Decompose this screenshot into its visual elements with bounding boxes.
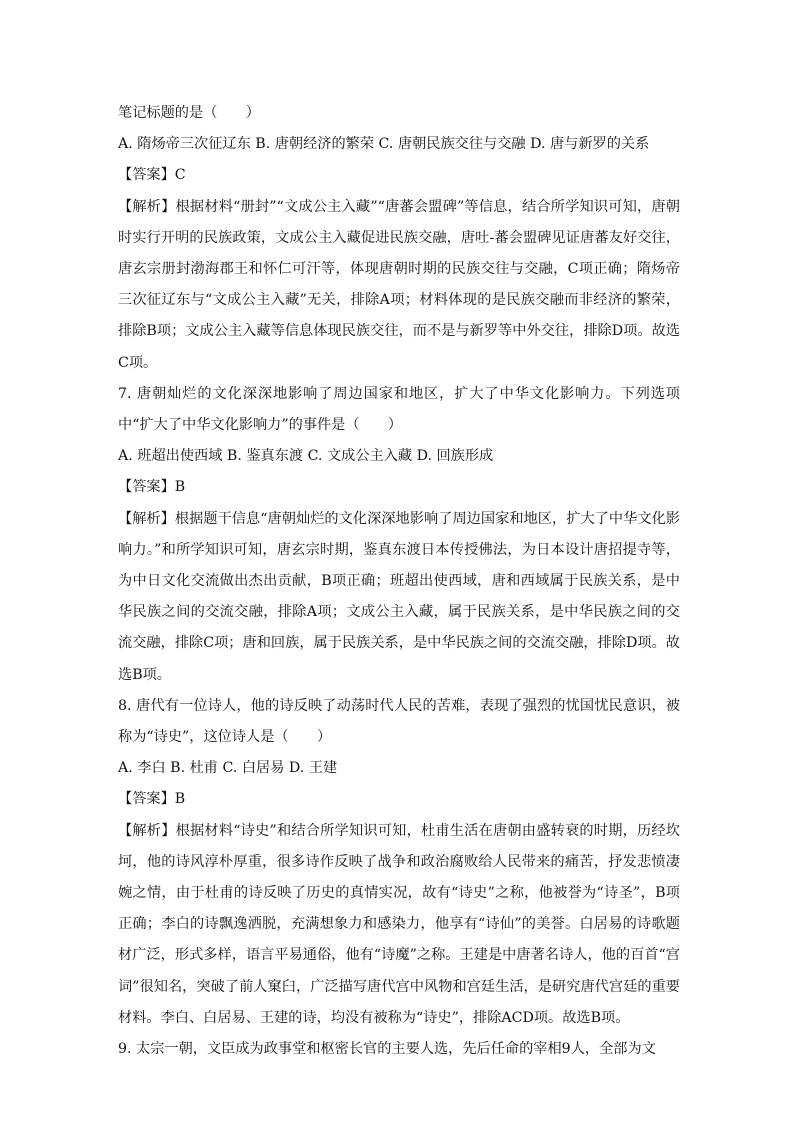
q7-options: A. 班超出使西域 B. 鉴真东渡 C. 文成公主入藏 D. 回族形成 [118,448,494,465]
q7-answer: 【答案】B [118,479,186,496]
q8-answer: 【答案】B [118,791,186,808]
q7-analysis: 【解析】根据题干信息“唐朝灿烂的文化深深地影响了周边国家和地区，扩大了中华文化影响力。”和所学知识可知，唐玄宗时期，鉴真东渡日本传授佛法，为日本设计唐招提寺等，为中日文化交流做出杰出贡献，B项正确；班超出使西域，唐和西域属于民族关系，是中华民族之间的交流交融，排除A项；文成公主入藏，属于民族关系，是中华民族之间的交流交融，排除C项；唐和回族，属于民族关系，是中华民族之间的交流交融，排除D项。故选B项。 [118,510,680,683]
q8-analysis: 【解析】根据材料“诗史”和结合所学知识可知，杜甫生活在唐朝由盛转衰的时期，历经坎坷，他的诗风淳朴厚重，很多诗作反映了战争和政治腐败给人民带来的痛苦，抒发悲愤凄婉之情，由于杜甫的诗反映了历史的真情实况，故有“诗史”之称，他被誉为“诗圣”，B项正确；李白的诗飘逸洒脱，充满想象力和感染力，他享有“诗仙”的美誉。白居易的诗歌题材广泛，形式多样，语言平易通俗，他有“诗魔”之称。王建是中唐著名诗人，他的百首“宫词”很知名，突破了前人窠臼，广泛描写唐代宫中风物和宫廷生活，是研究唐代宫廷的重要材料。李白、白居易、王建的诗，均没有被称为“诗史”，排除ACD项。故选B项。 [118,822,680,1026]
document-page [118,98,680,1065]
q8-options: A. 李白 B. 杜甫 C. 白居易 D. 王建 [118,760,338,777]
q8-stem: 8. 唐代有一位诗人，他的诗反映了动荡时代人民的苦难，表现了强烈的忧国忧民意识，被称为“诗史”，这位诗人是（ ） [118,697,680,745]
q9-stem-head: 9. 太宗一朝，文臣成为政事堂和枢密长官的主要人选，先后任命的宰相9人，全部为文 [118,1040,656,1057]
q6-analysis: 【解析】根据材料“册封”“文成公主入藏”“唐蕃会盟碑”等信息，结合所学知识可知，唐朝时实行开明的民族政策，文成公主入藏促进民族交融，唐吐-蕃会盟碑见证唐蕃友好交往，唐玄宗册封渤海郡王和怀仁可汗等，体现唐朝时期的民族交往与交融，C项正确；隋炀帝三次征辽东与“文成公主入藏”无关，排除A项；材料体现的是民族交融而非经济的繁荣，排除B项；文成公主入藏等信息体现民族交往，而不是与新罗等中外交往，排除D项。故选C项。 [118,198,680,371]
q6-answer: 【答案】C [118,167,186,184]
q6-options: A. 隋炀帝三次征辽东 B. 唐朝经济的繁荣 C. 唐朝民族交往与交融 D. 唐与新罗的关系 [118,136,650,153]
q7-stem: 7. 唐朝灿烂的文化深深地影响了周边国家和地区，扩大了中华文化影响力。下列选项中“扩大了中华文化影响力”的事件是（ ） [118,385,680,433]
q6-stem-tail: 笔记标题的是（ ） [118,105,260,121]
